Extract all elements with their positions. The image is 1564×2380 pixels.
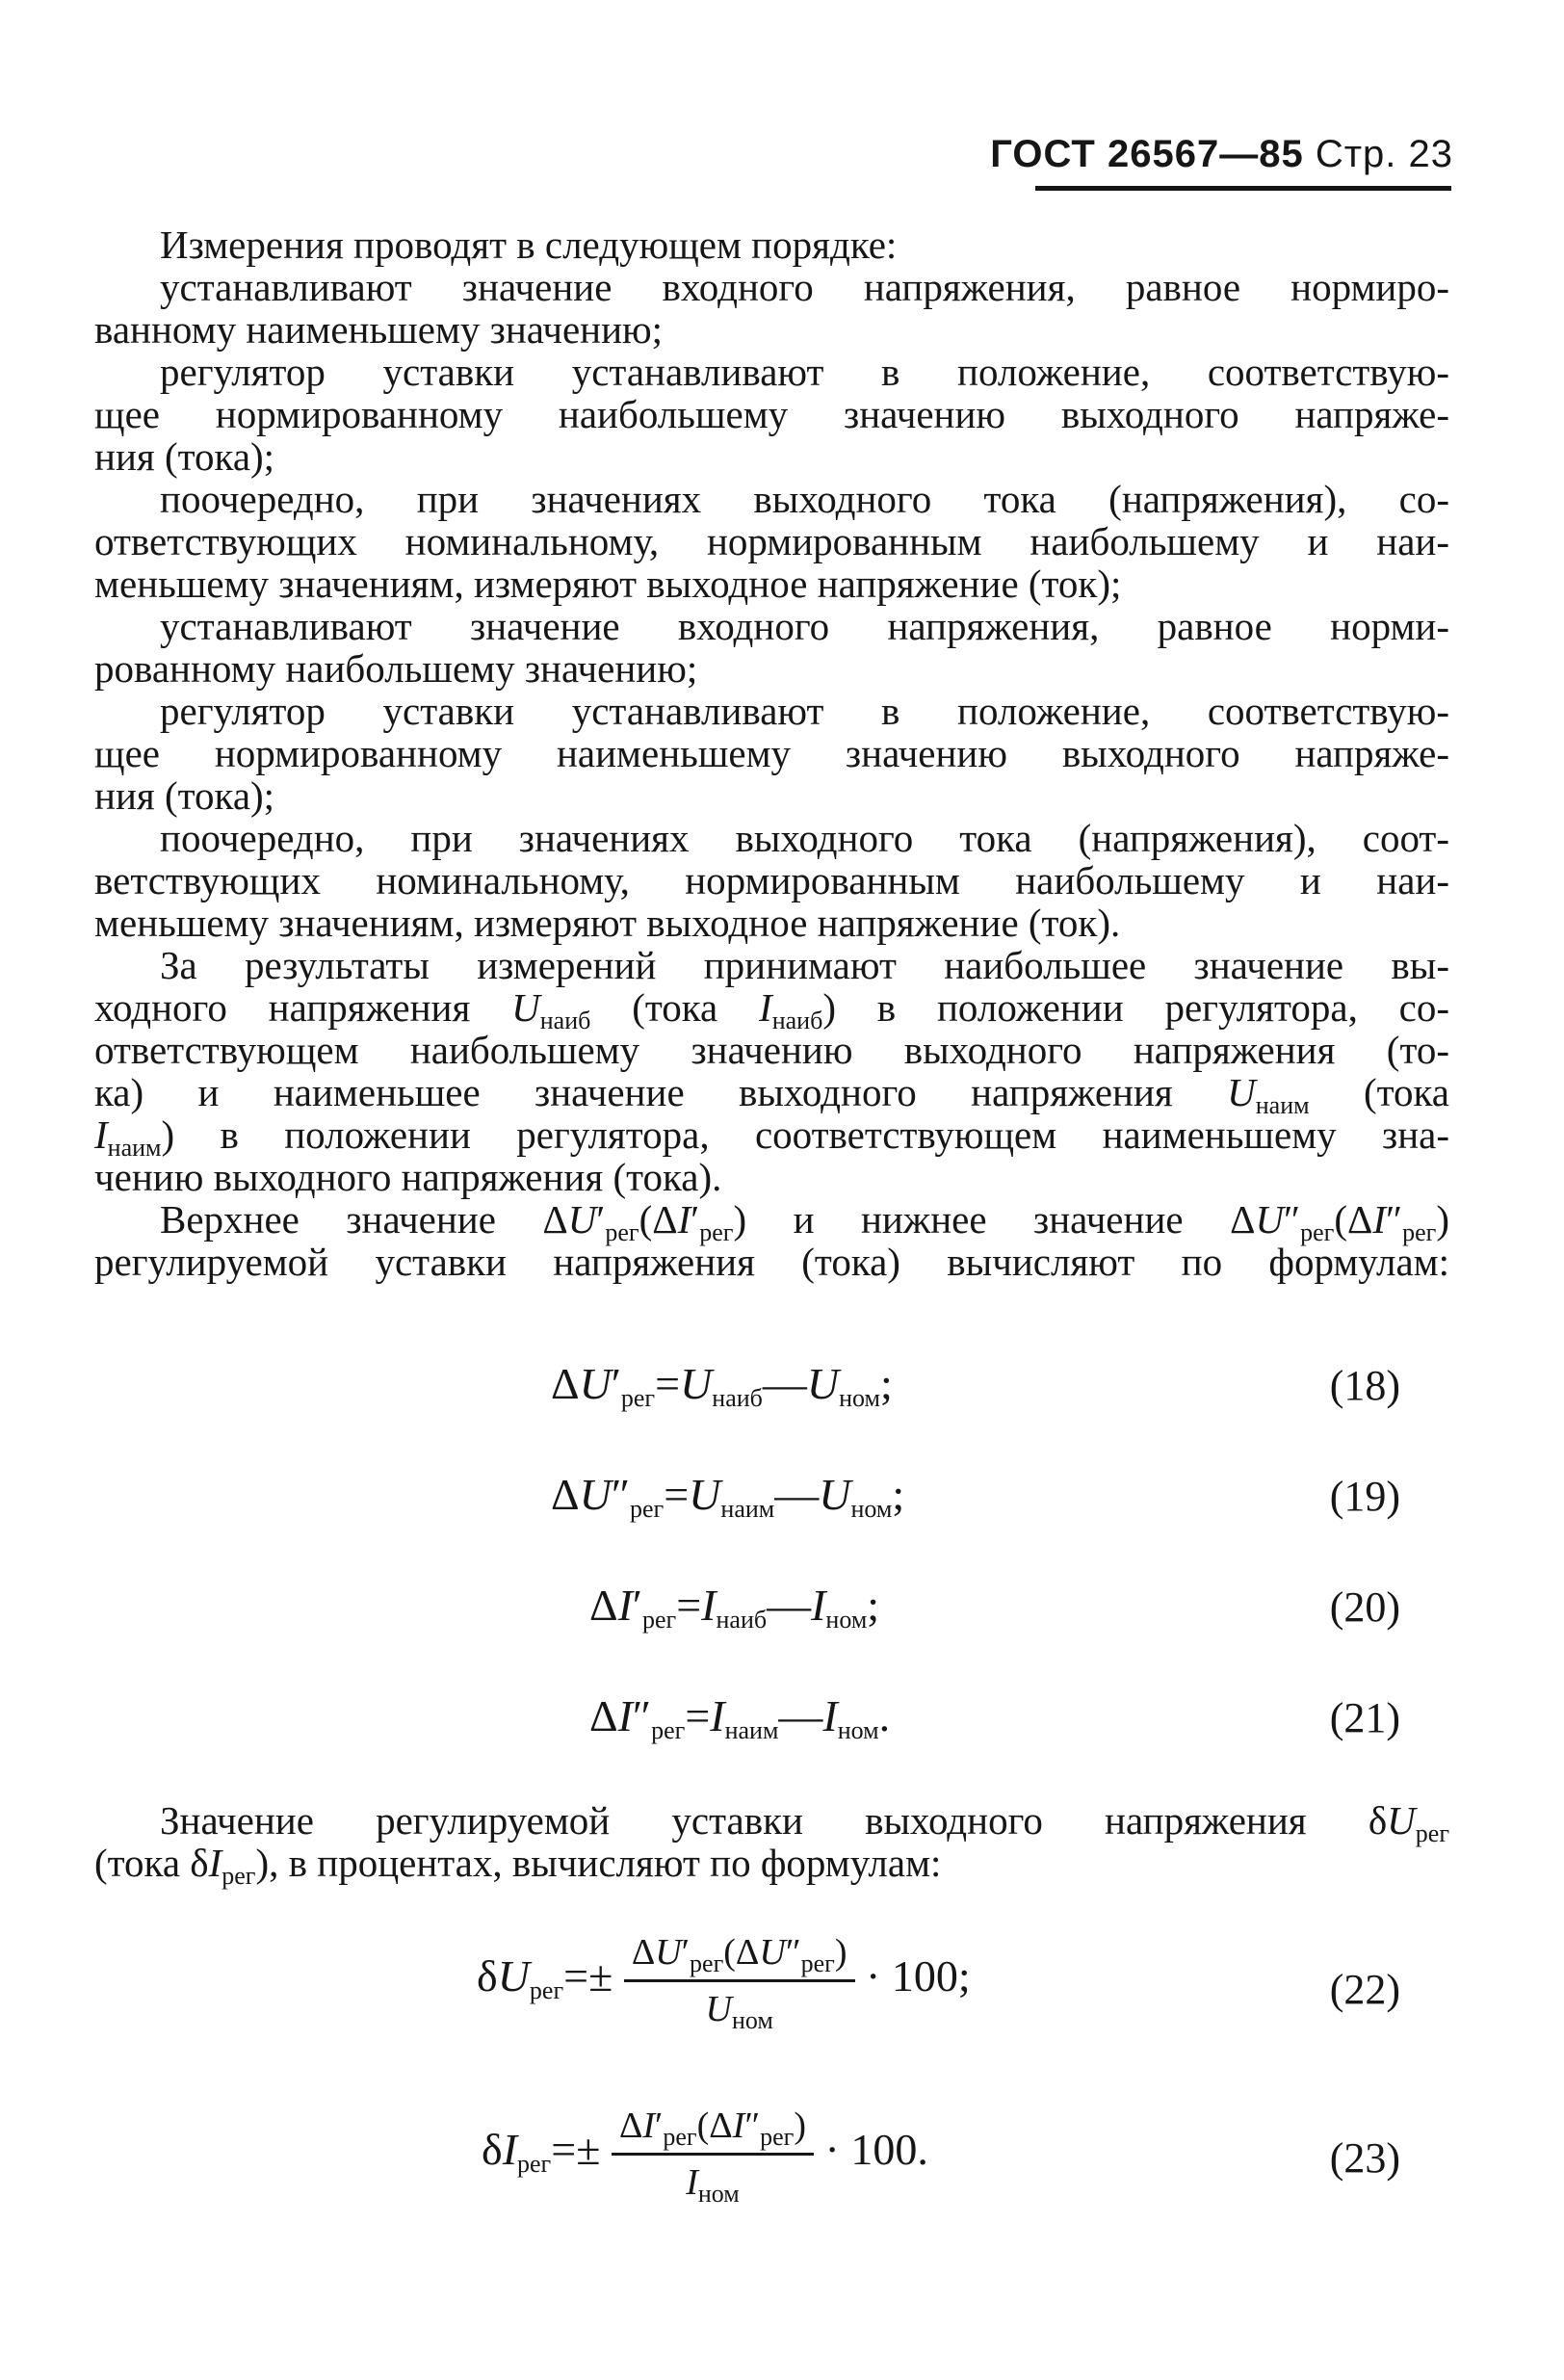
- period: .: [917, 2125, 928, 2175]
- paragraph-line: ванному наименьшему значению;: [94, 307, 664, 352]
- delta-sign: Δ: [618, 2105, 643, 2146]
- equals-sign: =: [676, 1581, 702, 1630]
- symbol-u: U: [655, 1932, 682, 1973]
- delta-sign: Δ: [551, 1359, 580, 1408]
- symbol-u-naib: [511, 985, 591, 1034]
- symbol-i: I: [710, 1691, 725, 1740]
- subscript-nom: ном: [850, 1495, 893, 1523]
- paren: (: [696, 2105, 710, 2146]
- dprime-sign: ″: [744, 2105, 761, 2146]
- prime-sign: ′: [681, 1932, 691, 1973]
- number-100: 100: [891, 1951, 958, 2001]
- multiply-dot: ·: [824, 2125, 840, 2175]
- dprime-sign: ″: [785, 1932, 801, 1973]
- equals-sign: =: [655, 1359, 681, 1408]
- symbol-i: I: [701, 1581, 717, 1630]
- fraction-numerator: [612, 2105, 814, 2156]
- subscript-reg: рег: [222, 1862, 256, 1890]
- equals-sign: =: [563, 1951, 589, 2001]
- symbol-i: I: [94, 1112, 108, 1157]
- subscript-reg: рег: [630, 1495, 665, 1523]
- minus-sign: —: [778, 1691, 823, 1740]
- formula-18: [551, 1358, 893, 1412]
- semicolon: ;: [880, 1359, 893, 1408]
- delta-sign: Δ: [631, 1932, 656, 1973]
- equals-sign: =: [664, 1470, 690, 1519]
- subscript-reg: рег: [1402, 1218, 1437, 1246]
- small-delta-sign: δ: [1368, 1798, 1388, 1843]
- paragraph-line: ния (тока);: [94, 434, 275, 479]
- delta-sign: Δ: [551, 1470, 580, 1519]
- subscript-naim: наим: [1255, 1091, 1310, 1119]
- paren: ): [733, 1197, 747, 1242]
- symbol-u-naim: [1227, 1070, 1310, 1119]
- formula-20: [589, 1580, 880, 1634]
- semicolon: ;: [892, 1470, 905, 1519]
- minus-sign: —: [774, 1470, 820, 1519]
- subscript-reg: рег: [760, 2123, 795, 2151]
- fraction-numerator: [624, 1931, 855, 1982]
- delta-sign: Δ: [589, 1691, 618, 1740]
- symbol-delta-u-reg-prime: [542, 1197, 747, 1246]
- paragraph-line: ответствующем наибольшему значению выходного напряжения (то-: [94, 1028, 1449, 1072]
- dprime-sign: ″: [1386, 1197, 1403, 1242]
- symbol-i: I: [642, 2105, 656, 2146]
- plus-minus-sign: ±: [588, 1951, 613, 2001]
- paragraph-line: щее нормированному наибольшему значению выходного напряже-: [94, 392, 1449, 436]
- subscript-reg: рег: [800, 1949, 835, 1977]
- delta-sign: Δ: [542, 1197, 568, 1242]
- paren: (: [1334, 1197, 1347, 1242]
- paren: (: [723, 1932, 736, 1973]
- subscript-reg: рег: [517, 2150, 552, 2179]
- symbol-u: U: [579, 1359, 612, 1408]
- minus-sign: —: [767, 1581, 812, 1630]
- semicolon: ;: [957, 1951, 971, 2001]
- symbol-i: I: [811, 1581, 826, 1630]
- paragraph-line: устанавливают значение входного напряжения, равное норми-: [160, 604, 1449, 648]
- symbol-u: U: [806, 1359, 840, 1408]
- equals-sign: =: [551, 2125, 577, 2175]
- paragraph-line: чению выходного напряжения (тока).: [94, 1155, 722, 1199]
- subscript-nom: ном: [839, 1384, 881, 1412]
- subscript-naim: наим: [720, 1495, 775, 1523]
- subscript-reg: рег: [641, 1606, 677, 1634]
- delta-sign: Δ: [735, 1932, 760, 1973]
- paragraph-line: [94, 1112, 1449, 1162]
- paragraph-line: [94, 985, 1449, 1034]
- paragraph-line: регулятор уставки устанавливают в положение, соответствую-: [160, 689, 1449, 733]
- text-span: Верхнее значение: [160, 1197, 543, 1242]
- symbol-i: I: [208, 1841, 222, 1885]
- symbol-u: U: [497, 1951, 530, 2001]
- paren: ): [794, 2105, 807, 2146]
- body-text-lower: [94, 1798, 1449, 1890]
- prime-sign: ′: [632, 1581, 642, 1630]
- subscript-reg: рег: [651, 1716, 686, 1744]
- formula-number: (23): [1329, 2134, 1400, 2182]
- subscript-naib: наиб: [716, 1606, 768, 1634]
- symbol-i: I: [759, 985, 772, 1030]
- paragraph-line: [94, 1798, 1449, 1847]
- subscript-reg: рег: [690, 1949, 724, 1977]
- subscript-reg: рег: [1415, 1819, 1449, 1847]
- prime-sign: ′: [611, 1359, 621, 1408]
- paragraph-line: поочередно, при значениях выходного тока (напряжения), соот-: [160, 816, 1449, 860]
- formula-19: [551, 1469, 905, 1523]
- subscript-naib: наиб: [712, 1384, 763, 1412]
- paren: ): [834, 1932, 847, 1973]
- equals-sign: =: [685, 1691, 711, 1740]
- text-span: (тока: [590, 985, 760, 1030]
- paren: (: [639, 1197, 653, 1242]
- subscript-reg: рег: [605, 1218, 639, 1246]
- paragraph-line: ветствующих номинальному, нормированным наибольшему и наи-: [94, 858, 1449, 902]
- semicolon: ;: [867, 1581, 880, 1630]
- symbol-u: U: [759, 1932, 786, 1973]
- small-delta-sign: δ: [477, 1951, 498, 2001]
- paragraph-line: ответствующих номинальному, нормированным наибольшему и наи-: [94, 519, 1449, 563]
- text-span: (тока: [1309, 1070, 1449, 1114]
- symbol-i: I: [617, 1691, 633, 1740]
- dprime-sign: ″: [611, 1470, 630, 1519]
- fraction-denominator: [624, 1982, 855, 2034]
- fraction: [624, 1931, 855, 2034]
- paragraph-line: щее нормированному наименьшему значению выходного напряже-: [94, 731, 1449, 775]
- subscript-reg: рег: [529, 1976, 564, 2005]
- plus-minus-sign: ±: [576, 2125, 601, 2175]
- paragraph-line: [94, 1841, 1449, 1890]
- delta-sign: Δ: [709, 2105, 733, 2146]
- number-100: 100: [850, 2125, 918, 2175]
- symbol-u: U: [705, 1989, 732, 2029]
- text-span: ) в положении регулятора, со-: [822, 985, 1449, 1030]
- subscript-reg: рег: [1300, 1218, 1335, 1246]
- formula-number: (20): [1329, 1583, 1400, 1631]
- symbol-i-naim: [94, 1112, 162, 1162]
- symbol-u: U: [680, 1359, 713, 1408]
- symbol-u: U: [689, 1470, 721, 1519]
- paragraph-line: Измерения проводят в следующем порядке:: [160, 222, 898, 267]
- symbol-i: I: [502, 2125, 518, 2175]
- subscript-nom: ном: [837, 1716, 879, 1744]
- paragraph-line: За результаты измерений принимают наибольшее значение вы-: [160, 943, 1449, 987]
- formula-22: [477, 1931, 971, 2034]
- symbol-u: U: [579, 1470, 612, 1519]
- paragraph-line: рованному наибольшему значению;: [94, 646, 698, 691]
- symbol-i: I: [677, 1197, 691, 1242]
- paren: ): [1436, 1197, 1449, 1242]
- period: .: [878, 1691, 891, 1740]
- prime-sign: ′: [596, 1197, 606, 1242]
- dprime-sign: ″: [632, 1691, 652, 1740]
- small-delta-sign: δ: [482, 2125, 503, 2175]
- page-header: [990, 133, 1453, 176]
- subscript-reg: рег: [620, 1384, 656, 1412]
- subscript-reg: рег: [699, 1218, 734, 1246]
- page-number: Стр. 23: [1315, 133, 1453, 175]
- paragraph-line: ния (тока);: [94, 773, 275, 818]
- multiply-dot: ·: [866, 1951, 881, 2001]
- symbol-i: I: [686, 2162, 698, 2203]
- paragraph-line: меньшему значениям, измеряют выходное напряжение (ток);: [94, 562, 1122, 606]
- subscript-nom: ном: [731, 2006, 773, 2034]
- subscript-naib: наиб: [771, 1007, 823, 1034]
- text-span: и нижнее значение: [746, 1197, 1231, 1242]
- subscript-nom: ном: [825, 1606, 868, 1634]
- formula-number: (21): [1329, 1694, 1400, 1741]
- symbol-u: U: [1387, 1798, 1416, 1843]
- body-text: [94, 223, 1449, 1283]
- formula-number: (22): [1329, 1966, 1400, 2013]
- delta-sign: Δ: [1347, 1197, 1373, 1242]
- text-span: ), в процентах, вычисляют по формулам:: [255, 1841, 942, 1885]
- formula-23: [482, 2105, 928, 2208]
- delta-sign: Δ: [589, 1581, 618, 1630]
- small-delta-sign: δ: [190, 1841, 209, 1885]
- subscript-nom: ном: [697, 2180, 740, 2208]
- symbol-u: U: [511, 985, 540, 1030]
- prime-sign: ′: [691, 1197, 700, 1242]
- symbol-u: U: [1227, 1070, 1256, 1114]
- symbol-i: I: [1372, 1197, 1387, 1242]
- symbol-u: U: [1255, 1197, 1285, 1242]
- paragraph-line: меньшему значениям, измеряют выходное напряжение (ток).: [94, 901, 1121, 945]
- symbol-u: U: [819, 1470, 851, 1519]
- text-span: ка) и наименьшее значение выходного напряжения: [94, 1070, 1228, 1114]
- paragraph-line: поочередно, при значениях выходного тока (напряжения), со-: [160, 477, 1449, 521]
- delta-sign: Δ: [1230, 1197, 1256, 1242]
- standard-number: ГОСТ 26567—85: [990, 133, 1304, 175]
- text-span: ходного напряжения: [94, 985, 512, 1030]
- paragraph-line: [94, 1070, 1449, 1119]
- symbol-i: I: [822, 1691, 838, 1740]
- fraction-denominator: [612, 2156, 814, 2208]
- subscript-naim: наим: [724, 1716, 779, 1744]
- subscript-reg: рег: [663, 2123, 697, 2151]
- paragraph-line: регулируемой уставки напряжения (тока) вычисляют по формулам:: [94, 1240, 1449, 1284]
- formula-number: (19): [1329, 1473, 1400, 1520]
- subscript-naib: наиб: [539, 1007, 591, 1034]
- subscript-naim: наим: [107, 1134, 162, 1162]
- formula-number: (18): [1329, 1362, 1400, 1409]
- dprime-sign: ″: [1284, 1197, 1301, 1242]
- symbol-i-naib: [759, 985, 823, 1034]
- header-rule: [1035, 186, 1451, 191]
- paragraph-line: [94, 1197, 1449, 1246]
- prime-sign: ′: [655, 2105, 664, 2146]
- paragraph-line: устанавливают значение входного напряжения, равное нормиро-: [160, 265, 1449, 309]
- text-span: Значение регулируемой уставки выходного напряжения: [160, 1798, 1368, 1843]
- minus-sign: —: [762, 1359, 807, 1408]
- symbol-i: I: [617, 1581, 633, 1630]
- text-span: ) в положении регулятора, соответствующем наименьшему зна-: [161, 1112, 1449, 1157]
- symbol-i: I: [732, 2105, 745, 2146]
- text-span: (тока: [94, 1841, 191, 1885]
- symbol-delta-u-reg-dprime: [1230, 1197, 1449, 1246]
- formula-21: [589, 1690, 891, 1744]
- symbol-u: U: [567, 1197, 597, 1242]
- delta-sign: Δ: [652, 1197, 678, 1242]
- paragraph-line: регулятор уставки устанавливают в положение, соответствую-: [160, 350, 1449, 394]
- fraction: [612, 2105, 814, 2208]
